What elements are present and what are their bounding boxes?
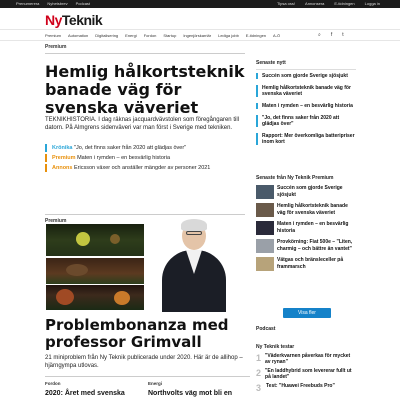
image-detail xyxy=(66,264,88,276)
thumbnail xyxy=(256,185,274,199)
related-text: Maten i rymden – en besvärlig historia xyxy=(77,155,171,161)
premium-item-text: Hemlig hålkortsteknik banade väg för svenska väveriet xyxy=(277,203,348,216)
nav-item-premium[interactable]: Premium xyxy=(45,33,62,38)
top-story-lead: TEKNIKHISTORIA. I dag räknas jacquardvävstolen som föregångaren till datorn. På Almgrens sidenväveri var man först i Sverige med tekniken. xyxy=(45,117,239,131)
related-tag: Krönika xyxy=(52,145,73,151)
item-marker xyxy=(256,115,258,127)
logo-ny: Ny xyxy=(45,12,62,28)
image-detail xyxy=(110,234,120,244)
image-detail xyxy=(56,289,74,305)
latest-news-item[interactable] xyxy=(256,103,356,109)
premium-item[interactable] xyxy=(256,185,356,199)
item-marker xyxy=(256,73,258,79)
divider xyxy=(45,53,245,54)
related-tag: Premium xyxy=(52,155,76,161)
related-link-3[interactable] xyxy=(45,164,245,172)
tests-title: Ny Teknik testar xyxy=(256,344,295,350)
top-bar xyxy=(0,0,400,8)
main-nav xyxy=(0,31,400,41)
bottom-card-title: 2020: Året med svenska xyxy=(45,390,125,397)
site-header xyxy=(0,8,400,30)
related-link-2[interactable] xyxy=(45,154,245,162)
premium-item-text: Vätgas och bränsleceller på frammarsch xyxy=(277,257,344,270)
thumbnail xyxy=(256,239,274,253)
story-image-warehouse[interactable] xyxy=(46,258,144,284)
test-rank: 2 xyxy=(256,368,262,378)
top-story-kicker-wrap xyxy=(45,44,245,54)
test-item[interactable] xyxy=(256,383,356,393)
latest-news-text: Maten i rymden – en besvärlig historia xyxy=(262,103,353,109)
image-detail xyxy=(76,232,90,246)
topbar-link-epaper[interactable]: E-tidningen xyxy=(334,1,355,6)
nav-item-digitalisering[interactable]: Digitalisering xyxy=(95,33,119,38)
nav-item-epaper[interactable]: E-tidningen xyxy=(245,33,267,38)
premium-item-text: Maten i rymden – en besvärlig historia xyxy=(277,221,349,234)
premium-item-text: Provkörning: Fiat 500e – "Liten, charmig – och bättre än vantet" xyxy=(277,239,353,252)
divider xyxy=(45,376,250,377)
thumbnail xyxy=(256,203,274,217)
related-links xyxy=(45,144,245,174)
twitter-icon[interactable]: t xyxy=(342,32,344,38)
latest-news-item[interactable] xyxy=(256,115,356,127)
topbar-link-newsletter[interactable]: Nyhetsbrev xyxy=(47,1,68,6)
test-text: "Väderkvarnen påverkas för mycket av rynan" xyxy=(265,353,351,365)
test-rank: 1 xyxy=(256,353,262,363)
related-text: Ericsson växer och anställer mängder av personer 2021 xyxy=(74,165,211,171)
related-tag: Annons xyxy=(52,165,73,171)
nav-item-startup[interactable]: Startup xyxy=(163,33,177,38)
portrait-hair xyxy=(181,219,207,231)
tests-sidebar xyxy=(256,344,356,393)
portrait-glasses xyxy=(186,231,202,235)
latest-news-item[interactable] xyxy=(256,133,356,145)
latest-news-item[interactable] xyxy=(256,85,356,97)
latest-news-text: "Jo, det finns saker från 2020 att glädjas över" xyxy=(262,115,340,127)
search-icon[interactable]: ⌕ xyxy=(318,32,321,38)
second-story-lead: 21 miniproblem från Ny Teknik publicerade under 2020. Här är de allihop – hjärngympa utlovas. xyxy=(45,355,243,369)
item-marker xyxy=(256,85,258,97)
podcast-heading: Podcast xyxy=(256,326,276,332)
show-more-button[interactable]: Visa fler xyxy=(283,308,331,318)
second-story-title[interactable]: Problembonanza med professor Grimvall xyxy=(45,316,229,351)
test-text: Test: "Huawei Freebuds Pro" xyxy=(266,383,335,389)
premium-item[interactable] xyxy=(256,221,356,235)
divider xyxy=(45,214,245,215)
bottom-card-kicker: Energi xyxy=(148,381,163,386)
test-item[interactable] xyxy=(256,368,356,380)
premium-item-text: Succén som gjorde Sverige sjösjukt xyxy=(277,185,343,198)
latest-news-sidebar xyxy=(256,60,356,151)
bottom-card-1[interactable] xyxy=(45,381,143,397)
test-item[interactable] xyxy=(256,353,356,365)
related-link-1[interactable] xyxy=(45,144,245,152)
premium-item[interactable] xyxy=(256,203,356,217)
latest-news-text: Rapport: Mer överkomliga batteripriser inom kort xyxy=(262,133,355,145)
nav-item-fordon[interactable]: Fordon xyxy=(143,33,157,38)
topbar-link-podcast[interactable]: Podcast xyxy=(75,1,91,6)
nav-item-automation[interactable]: Automation xyxy=(68,33,89,38)
thumbnail xyxy=(256,257,274,271)
premium-item[interactable] xyxy=(256,239,356,253)
nav-item-career[interactable]: Ingenjörskarriär xyxy=(183,33,212,38)
premium-title: Senaste från Ny Teknik Premium xyxy=(256,175,334,181)
bottom-card-2[interactable] xyxy=(148,381,248,397)
facebook-icon[interactable]: f xyxy=(330,32,333,38)
story-image-explosion[interactable] xyxy=(46,285,144,310)
latest-news-text: Hemlig hålkortsteknik banade väg för svenska väveriet xyxy=(262,85,351,97)
nav-item-energi[interactable]: Energi xyxy=(125,33,137,38)
site-logo[interactable] xyxy=(45,12,102,28)
topbar-link-subscribe[interactable]: Prenumerera xyxy=(16,1,40,6)
test-text: "En laddhybrid som levererar fullt ut på landet" xyxy=(265,368,352,380)
latest-news-text: Succén som gjorde Sverige sjösjukt xyxy=(262,73,348,79)
divider xyxy=(256,69,356,70)
item-marker xyxy=(256,103,258,109)
nav-item-a-o[interactable]: A-Ö xyxy=(273,33,281,38)
topbar-link-login[interactable]: Logga in xyxy=(364,1,380,6)
premium-item[interactable] xyxy=(256,257,356,271)
image-detail xyxy=(114,291,130,305)
related-text: "Jo, det finns saker från 2020 att glädjas över" xyxy=(74,145,187,151)
test-rank: 3 xyxy=(256,383,262,393)
topbar-link-tips[interactable]: Tipsa oss! xyxy=(276,1,296,6)
top-story-kicker: Premium xyxy=(45,44,67,50)
thumbnail xyxy=(256,221,274,235)
topbar-link-advertise[interactable]: Annonsera xyxy=(305,1,325,6)
bottom-card-kicker: Fordon xyxy=(45,381,61,386)
nav-item-jobs[interactable]: Lediga jobb xyxy=(218,33,239,38)
latest-news-item[interactable] xyxy=(256,73,356,79)
second-story-kicker: Premium xyxy=(45,218,67,224)
story-image-game-scene[interactable] xyxy=(46,224,144,256)
top-story-title[interactable]: Hemlig hålkortsteknik banade väg för svenska väveriet xyxy=(45,62,245,117)
premium-sidebar xyxy=(256,175,356,271)
bottom-card-title: Northvolts väg mot bli en xyxy=(148,390,233,397)
professor-portrait[interactable] xyxy=(146,216,246,312)
item-marker xyxy=(256,133,258,145)
latest-news-title: Senaste nytt xyxy=(256,60,286,66)
logo-teknik: Teknik xyxy=(61,12,103,28)
